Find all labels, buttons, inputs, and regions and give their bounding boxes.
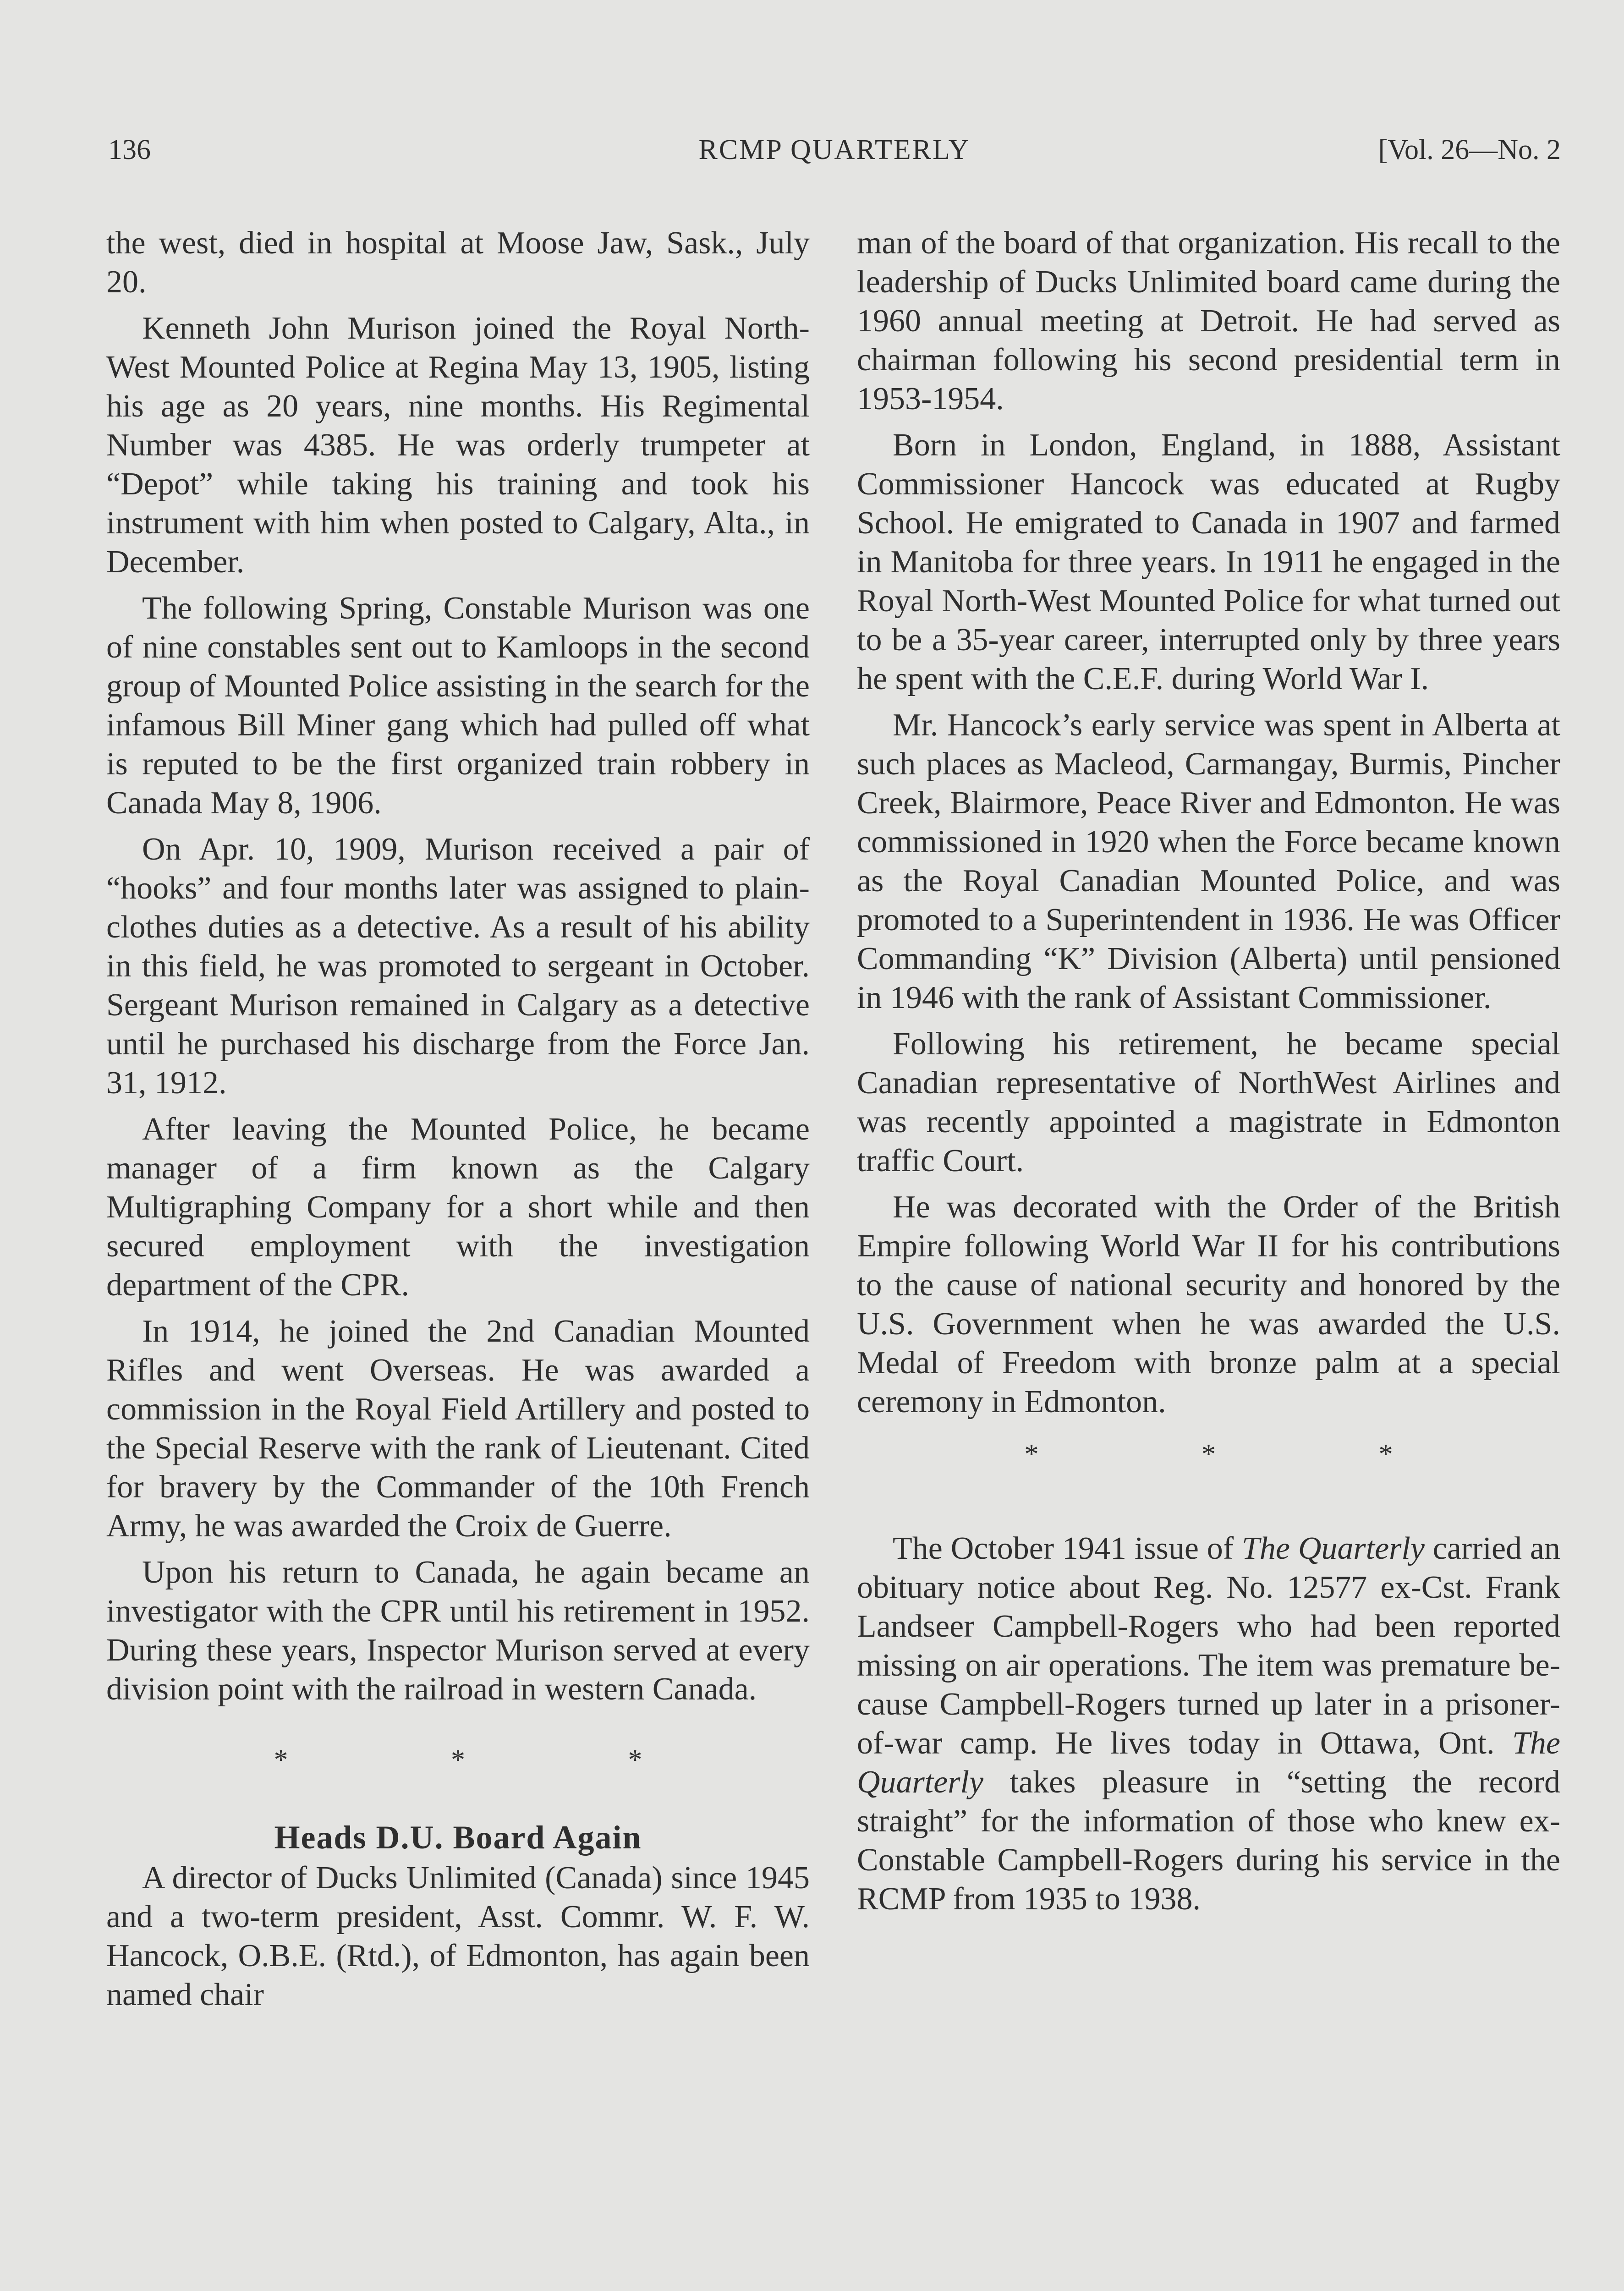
publication-title: The Quarterly — [1241, 1531, 1425, 1566]
paragraph: The following Spring, Constable Murison was one of nine constables sent out to Kamloops in the second group of Mounted Police assisting in the search for the infamous Bill Miner gang which had pulled off what is reputed to be the first organized train robbery in Canada May 8, 1906. — [106, 591, 810, 821]
publication-title: The Quarterly — [857, 1726, 1560, 1800]
paragraph: Born in London, England, in 1888, Assistant Commissioner Hancock was educated at Rugby School. He emigrated to Canada in 1907 and farmed in Manitoba for three years. In 1911 he engaged in the Royal North-West Mounted Police for what turned out to be a 35-year career, interrupted only by three years he spent with the C.E.F. during World War I. — [857, 428, 1560, 696]
right-column — [857, 224, 1560, 1926]
left-column — [106, 224, 810, 2022]
paragraph-text: takes pleasure in “setting the record straight” for the information of those who knew ex-Constable Campbell-Rogers during his service in the RCMP from 1935 to 1938. — [857, 1765, 1560, 1917]
paragraph: Kenneth John Murison joined the Royal North-West Mounted Police at Regina May 13, 1905, listing his age as 20 years, nine months. His Regimental Number was 4385. He was orderly trumpeter at “Depot” while taking his training and took his instrument with him when posted to Calgary, Alta., in December. — [106, 311, 810, 580]
section-heading: Heads D.U. Board Again — [274, 1819, 642, 1856]
paragraph: A director of Ducks Unlimited (Canada) since 1945 and a two-term president, Asst. Commr. W. F. W. Hancock, O.B.E. (Rtd.), of Edmonton, has again been named chair — [106, 1860, 810, 2012]
paragraph: On Apr. 10, 1909, Murison received a pair of “hooks” and four months later was assigned to plain-clothes duties as a detective. As a result of his ability in this field, he was promoted to sergeant in October. Sergeant Murison remained in Calgary as a detective until he purchased his discharge from the Force Jan. 31, 1912. — [106, 832, 810, 1101]
paragraph-text: carried an obituary notice about Reg. No. 12577 ex-Cst. Frank Landseer Campbell-Rogers who had been reported missing on air operations. The item was premature because Campbell-Rogers turned up later in a prisoner-of-war camp. He lives today in Ottawa, Ont. — [857, 1531, 1560, 1761]
running-head — [108, 129, 1561, 170]
paragraph: Upon his return to Canada, he again became an investigator with the CPR until his retirement in 1952. During these years, Inspector Murison served at every division point with the railroad in western Canada. — [106, 1555, 810, 1707]
paragraph — [857, 1529, 1560, 1918]
paragraph: He was decorated with the Order of the British Empire following World War II for his contributions to the cause of national security and honored by the U.S. Government when he was awarded the U.S. Medal of Freedom with bronze palm at a special ceremony in Edmonton. — [857, 1189, 1560, 1420]
paragraph: Following his retirement, he became special Canadian representative of NorthWest Airlines and was recently appointed a magistrate in Edmonton traffic Court. — [857, 1026, 1560, 1178]
paragraph: Mr. Hancock’s early service was spent in Alberta at such places as Macleod, Carmangay, Burmis, Pincher Creek, Blairmore, Peace River and Edmonton. He was commissioned in 1920 when the Force became known as the Royal Canadian Mounted Police, and was promoted to a Superintendent in 1936. He was Officer Commanding “K” Division (Alberta) until pensioned in 1946 with the rank of Assistant Commissioner. — [857, 707, 1560, 1015]
paragraph: man of the board of that organization. His recall to the leadership of Ducks Unlimited board came during the 1960 annual meeting at Detroit. He had served as chairman following his second presidential term in 1953-1954. — [857, 225, 1560, 417]
section-divider: * * * — [1024, 1439, 1471, 1470]
paragraph: After leaving the Mounted Police, he became manager of a firm known as the Calgary Multigraphing Company for a short while and then secured employment with the investigation department of the CPR. — [106, 1112, 810, 1303]
section-divider: * * * — [274, 1744, 720, 1776]
page-number: 136 — [108, 134, 151, 165]
paragraph: In 1914, he joined the 2nd Canadian Mounted Rifles and went Overseas. He was awarded a commission in the Royal Field Artillery and posted to the Special Reserve with the rank of Lieutenant. Cited for bravery by the Commander of the 10th French Army, he was awarded the Croix de Guerre. — [106, 1314, 810, 1544]
journal-title: RCMP QUARTERLY — [698, 134, 971, 165]
paragraph: the west, died in hospital at Moose Jaw, Sask., July 20. — [106, 225, 810, 300]
paragraph-text: The October 1941 issue of — [893, 1531, 1242, 1566]
volume-issue: [Vol. 26—No. 2 — [1378, 134, 1561, 165]
